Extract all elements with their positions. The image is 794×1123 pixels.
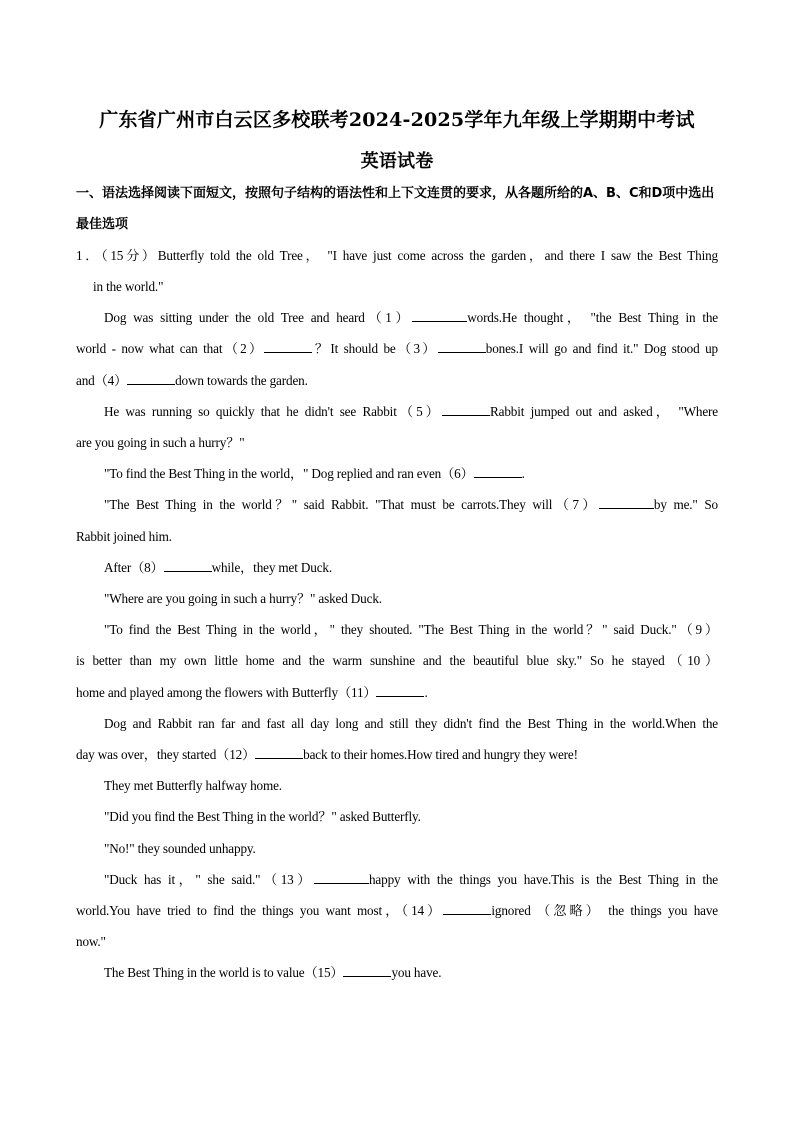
passage-line: "Did you find the Best Thing in the world？" asked Butterfly. xyxy=(104,809,421,824)
passage-line: "Duck has it，" she said."（13） happy with the things you have.This is the Best Thing in the xyxy=(104,872,718,887)
passage-line: He was running so quickly that he didn't see Rabbit（5） Rabbit jumped out and asked， "Where xyxy=(104,404,718,419)
answer-blank-12 xyxy=(255,746,303,759)
answer-blank-1 xyxy=(412,309,467,322)
passage-line: "Where are you going in such a hurry？" asked Duck. xyxy=(104,591,382,606)
answer-blank-11 xyxy=(376,684,424,697)
question-number: 1．（15分） xyxy=(76,248,158,263)
passage-line: are you going in such a hurry？" xyxy=(76,435,245,450)
answer-blank-8 xyxy=(164,559,212,572)
section-heading: 一、语法选择阅读下面短文，按照句子结构的语法性和上下文连贯的要求，从各题所给的A、B、C和D项中选出最佳选项 xyxy=(76,186,715,232)
passage-line: day was over，they started（12） back to their homes.How tired and hungry they were! xyxy=(76,747,578,762)
passage-line: Rabbit joined him. xyxy=(76,529,172,544)
passage-line: Dog and Rabbit ran far and fast all day long and still they didn't find the Best Thing in the world.When the xyxy=(104,716,718,731)
passage-line: world.You have tried to find the things you want most，（14） ignored （忽略） the things you have xyxy=(76,903,718,918)
answer-blank-14 xyxy=(443,902,491,915)
passage-line: home and played among the flowers with Butterfly（11） . xyxy=(76,685,428,700)
answer-blank-4 xyxy=(127,372,175,385)
exam-subtitle: 英语试卷 xyxy=(360,151,434,172)
answer-blank-13 xyxy=(314,871,369,884)
answer-blank-3 xyxy=(438,340,486,353)
passage-line: They met Butterfly halfway home. xyxy=(104,778,282,793)
passage-line: now." xyxy=(76,934,106,949)
passage-line: is better than my own little home and the warm sunshine and the beautiful blue sky." So he stayed（10） xyxy=(76,653,718,668)
passage-line: world - now what can that（2） ？It should be（3） bones.I will go and find it." Dog stood up xyxy=(76,341,718,356)
answer-blank-2 xyxy=(264,340,312,353)
passage-line: and（4） down towards the garden. xyxy=(76,373,308,388)
passage-line: After（8） while，they met Duck. xyxy=(104,560,333,575)
passage-line: 1．（15分）Butterfly told the old Tree， "I have just come across the garden，and there I saw the Best Thing xyxy=(76,248,718,263)
passage-line: "No!" they sounded unhappy. xyxy=(104,841,256,856)
passage-line: in the world." xyxy=(93,279,164,294)
passage-line: "To find the Best Thing in the world，" they shouted. "The Best Thing in the world？" said Duck."（9） xyxy=(104,622,718,637)
answer-blank-7 xyxy=(599,496,654,509)
passage-line: The Best Thing in the world is to value（15） you have. xyxy=(104,965,442,980)
passage-line: Dog was sitting under the old Tree and heard（1） words.He thought， "the Best Thing in the xyxy=(104,310,718,325)
answer-blank-6 xyxy=(474,465,522,478)
answer-blank-5 xyxy=(442,403,490,416)
exam-title: 广东省广州市白云区多校联考2024-2025学年九年级上学期期中考试 xyxy=(99,109,695,131)
passage-line: "The Best Thing in the world？" said Rabbit. "That must be carrots.They will（7） by me." So xyxy=(104,497,718,512)
passage-line: "To find the Best Thing in the world，" Dog replied and ran even（6） . xyxy=(104,466,525,481)
answer-blank-15 xyxy=(343,964,391,977)
